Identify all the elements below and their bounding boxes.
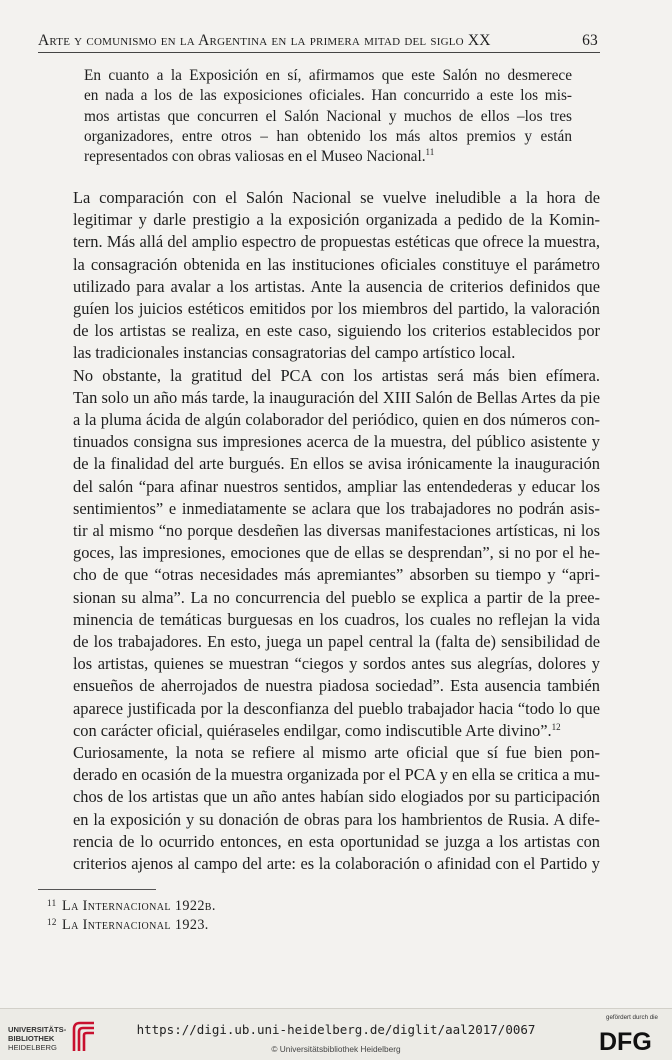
text-line: ensueños de aherrojados de nuestra piadosa sociedad”. Esta ausencia también [73, 676, 600, 696]
footnote-ref-11: 11 [425, 147, 435, 158]
page-number: 63 [582, 32, 598, 49]
text-line: guíen los juicios estéticos emitidos por los miembros del partido, la valoración [73, 299, 600, 319]
text-line: cho de que “otras necesidades más apremiantes” absorben su tiempo y “apri- [73, 565, 600, 585]
text-line: legitimar y darle prestigio a la exposición organizada a pedido de la Komin- [73, 210, 600, 230]
text-line: con carácter oficial, quiéraseles endilgar, como indiscutible Arte divino”.$^{12}$ [73, 720, 561, 740]
text-line: criterios ajenos al campo del arte: es la colaboración o afinidad con el Partido y [73, 854, 600, 874]
text-line: No obstante, la gratitud del PCA con los artistas será más bien efímera. [73, 365, 600, 385]
quote-line: mos artistas que concurren el Salón Nacional y muchos de ellos –los tres [84, 107, 572, 125]
text-line: chos de los artistas que un año antes habían sido elogiados por su participación [73, 787, 600, 807]
text-line: las tradicionales instancias consagratorias del campo artístico local. [73, 343, 516, 363]
digitization-footer [0, 1008, 672, 1060]
copyright-notice: © Universitätsbibliothek Heidelberg [271, 1044, 401, 1054]
footnote-11 [47, 897, 216, 916]
text-line: Tan solo un año más tarde, la inauguración del XIII Salón de Bellas Artes da pie [73, 387, 600, 407]
text-line: rencia de lo ocurrido entonces, en esta oportunidad se juzga a los artistas con [73, 831, 600, 851]
quote-line: en nada a los de las exposiciones oficiales. Han concurrido a este los mis- [84, 87, 572, 105]
text-line: tinuados consigna sus impresiones acerca de la muestra, del público asistente y [73, 432, 600, 452]
paragraph-1 [37, 187, 600, 365]
text-line: en la exposición y su donación de obras para los hambrientos de Rusia. A dife- [73, 809, 600, 829]
footnote-text: La Internacional 1922b. [62, 898, 216, 914]
header-rule [38, 52, 600, 53]
text-line: Curiosamente, la nota se refiere al mismo arte oficial que sí fue bien pon- [73, 743, 600, 763]
dfg-logo [599, 1027, 659, 1053]
text-line: tern. Más allá del amplio espectro de propuestas estéticas que ofrece la muestra, [73, 232, 600, 252]
text-line: aparece justificada por la desconfianza del pueblo trabajador hacia “todo lo que [73, 698, 600, 718]
footnote-number: 11 [47, 898, 57, 908]
footnote-number: 12 [47, 916, 57, 927]
library-name-line: UNIVERSITÄTS- [8, 1025, 67, 1034]
text-line: tir al mismo “no porque desdeñen las diversas manifestaciones artísticas, ni los [73, 521, 600, 541]
body-text [37, 187, 600, 875]
text-line: minencia de temáticas burguesas en los cuadros, los cuales no reflejan la vida [73, 609, 600, 629]
library-name-line: BIBLIOTHEK [8, 1034, 55, 1043]
quote-line: organizadores, entre otros – han obtenido los más altos premios y están [84, 127, 572, 145]
footnote-12 [47, 916, 216, 935]
running-title: Arte y comunismo en la Argentina en la primera mitad del siglo XX [38, 32, 491, 49]
quote-line: representados con obras valiosas en el Museo Nacional.$^{11}$ [84, 147, 435, 166]
text-line: a la pluma ácida de algún colaborador del periódico, quien en dos números con- [73, 410, 600, 430]
quote-line: En cuanto a la Exposición en sí, afirmamos que este Salón no desmerece [84, 67, 572, 84]
text-line: sentimientos” e inmediatamente se aclara que los trabajadores no podrán asis- [73, 498, 600, 518]
library-name-line: HEIDELBERG [8, 1043, 57, 1052]
text-line: de la finalidad del arte burgués. En ellos se avisa irónicamente la inauguración [73, 454, 600, 474]
paragraph-3 [37, 742, 600, 875]
text-line: la consagración obtenida en las instituciones oficiales constituye el parámetro [73, 254, 600, 274]
text-line: del salón “para afinar nuestros sentidos, ampliar las entendederas y educar los [73, 476, 600, 496]
text-line: utilizado para avalar a los artistas. Ante la ausencia de criterios definidos que [73, 276, 600, 296]
text-line: La comparación con el Salón Nacional se vuelve ineludible a la hora de [73, 188, 600, 207]
text-line: derado en ocasión de la muestra organizada por el PCA y en ella se critica a mu- [73, 765, 600, 785]
footnotes [47, 897, 216, 934]
funding-note: gefördert durch die [606, 1014, 658, 1021]
text-line: goces, las impresiones, emociones que de ellas se desprendan”, si no por el he- [73, 543, 600, 563]
paragraph-2 [37, 365, 600, 742]
permalink-url[interactable]: https://digi.ub.uni-heidelberg.de/diglit/aal2017/0067 [136, 1022, 536, 1037]
footnote-rule [38, 889, 156, 890]
text-line: de los artistas se realiza, en este caso, siguiendo los criterios establecidos por [73, 321, 600, 341]
text-line: de los trabajadores. En esto, juega un papel central la (falta de) sensibilidad de [73, 632, 600, 652]
block-quote [84, 66, 572, 167]
footnote-ref-12: 12 [551, 721, 561, 732]
dfg-logo-text: DFG [599, 1028, 652, 1053]
text-line: sionan su alma”. La no concurrencia del pueblo se explica a partir de la pree- [73, 587, 600, 607]
text-line: los artistas, quienes se muestran “ciegos y sordos antes sus alegrías, dolores y [73, 654, 600, 674]
footnote-text: La Internacional 1923. [62, 916, 209, 933]
